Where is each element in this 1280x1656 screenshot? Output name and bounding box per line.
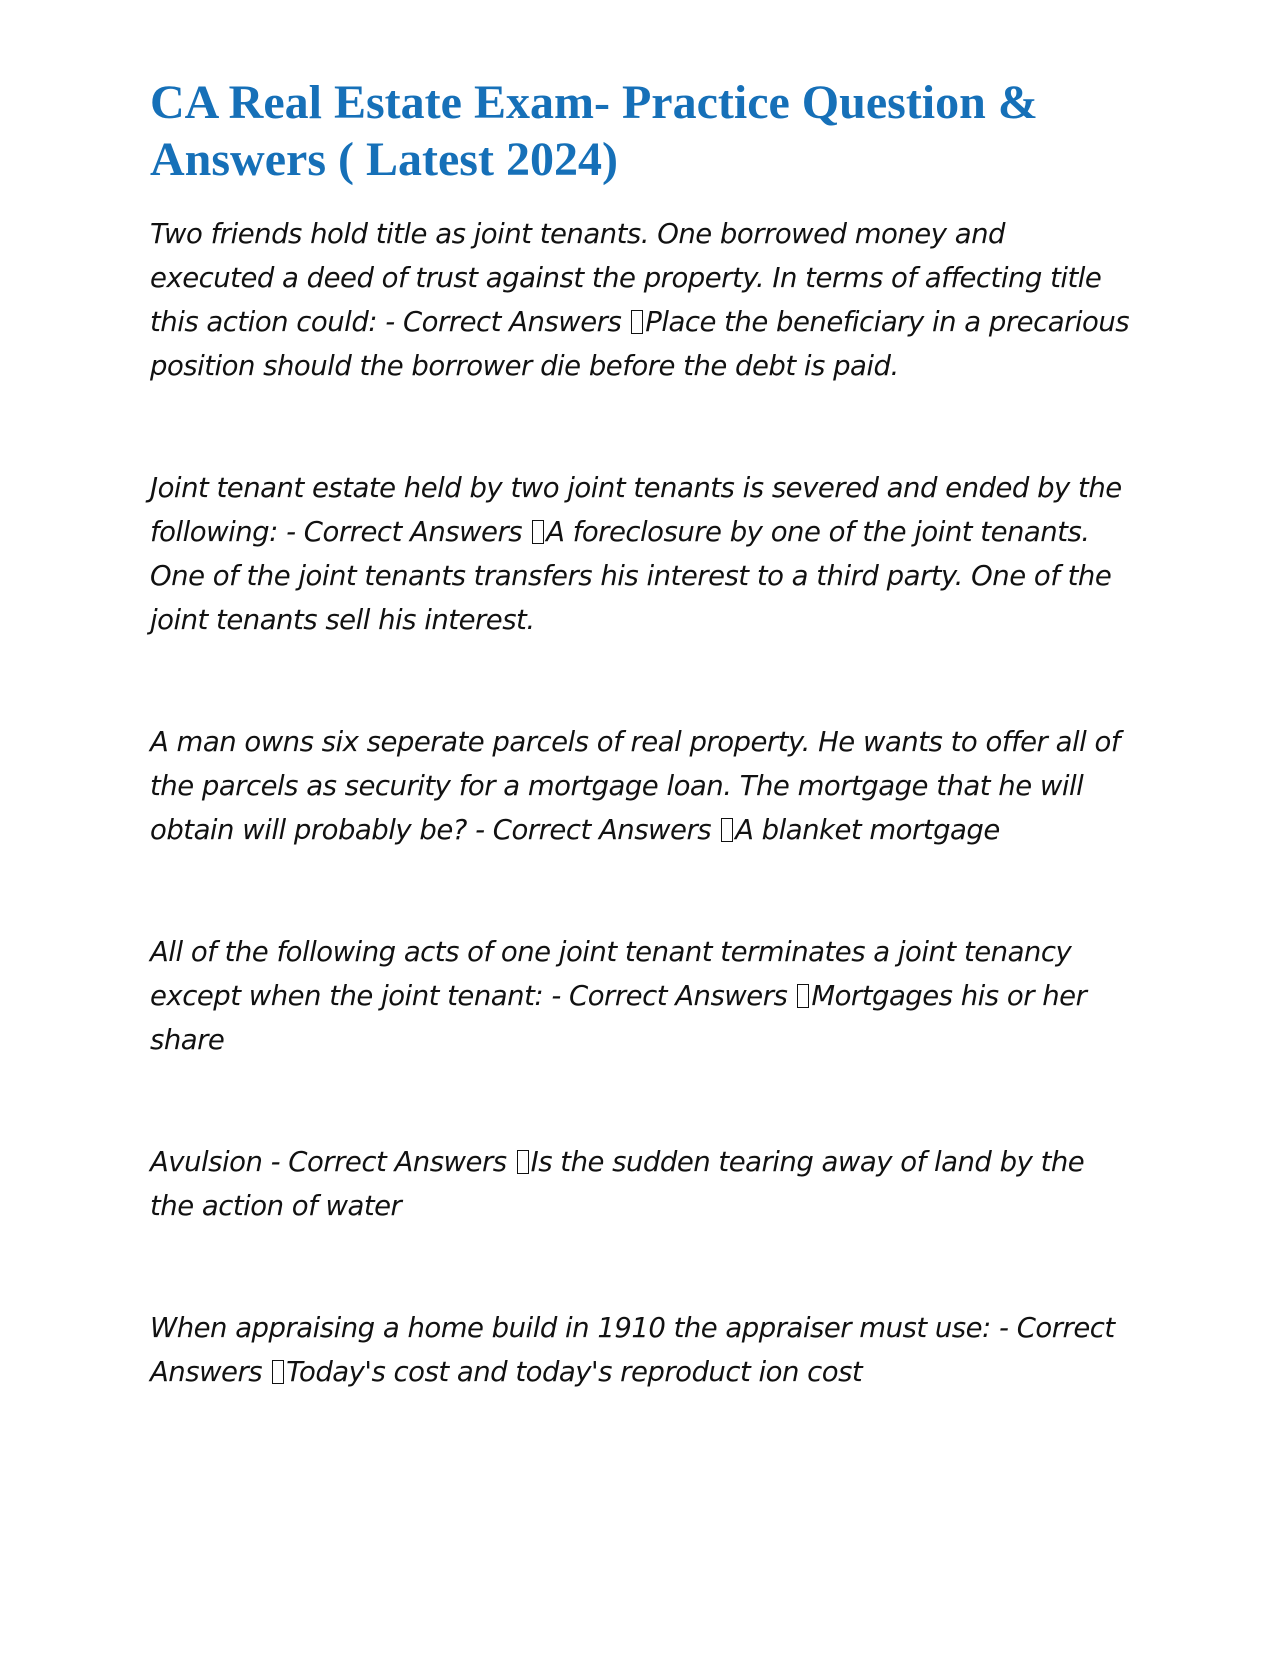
answer-text: A foreclosure by one of the joint tenants. One of the joint tenants transfers his interest to a third party. One of the joint tenants sell his interest. xyxy=(150,516,1112,636)
question-text: Avulsion - Correct Answers xyxy=(150,1146,507,1178)
document-page xyxy=(150,74,1135,1472)
answer-text: Mortgages his or her share xyxy=(150,980,1087,1056)
qa-item xyxy=(150,1140,1135,1228)
answer-marker-icon xyxy=(631,310,643,334)
answer-marker-icon xyxy=(721,818,733,842)
question-text: Joint tenant estate held by two joint tenants is severed and ended by the following: - Correct Answers xyxy=(150,472,1122,548)
answer-text: A blanket mortgage xyxy=(735,814,1000,846)
qa-item xyxy=(150,212,1135,388)
qa-item xyxy=(150,1306,1135,1394)
answer-text: Today's cost and today's reproduct ion cost xyxy=(286,1356,863,1388)
question-text: When appraising a home build in 1910 the appraiser must use: - Correct Answers xyxy=(150,1312,1115,1388)
qa-item xyxy=(150,466,1135,642)
question-text: All of the following acts of one joint tenant terminates a joint tenancy except when the joint tenant: - Correct Answers xyxy=(150,936,1072,1012)
question-text: Two friends hold title as joint tenants. One borrowed money and executed a deed of trust against the property. In terms of affecting title this action could: - Correct Answers xyxy=(150,218,1102,338)
qa-list xyxy=(150,212,1135,1394)
answer-marker-icon xyxy=(272,1360,284,1384)
qa-item xyxy=(150,720,1135,852)
qa-item xyxy=(150,930,1135,1062)
answer-marker-icon xyxy=(517,1150,529,1174)
answer-text: Place the beneficiary in a precarious position should the borrower die before the debt is paid. xyxy=(150,306,1130,382)
answer-marker-icon xyxy=(532,520,544,544)
question-text: A man owns six seperate parcels of real property. He wants to offer all of the parcels as security for a mortgage loan. The mortgage that he will obtain will probably be? - Correct Answers xyxy=(150,726,1120,846)
answer-marker-icon xyxy=(797,984,809,1008)
page-title: CA Real Estate Exam- Practice Question & Answers ( Latest 2024) xyxy=(150,76,1038,186)
answer-text: Is the sudden tearing away of land by the the action of water xyxy=(150,1146,1085,1222)
